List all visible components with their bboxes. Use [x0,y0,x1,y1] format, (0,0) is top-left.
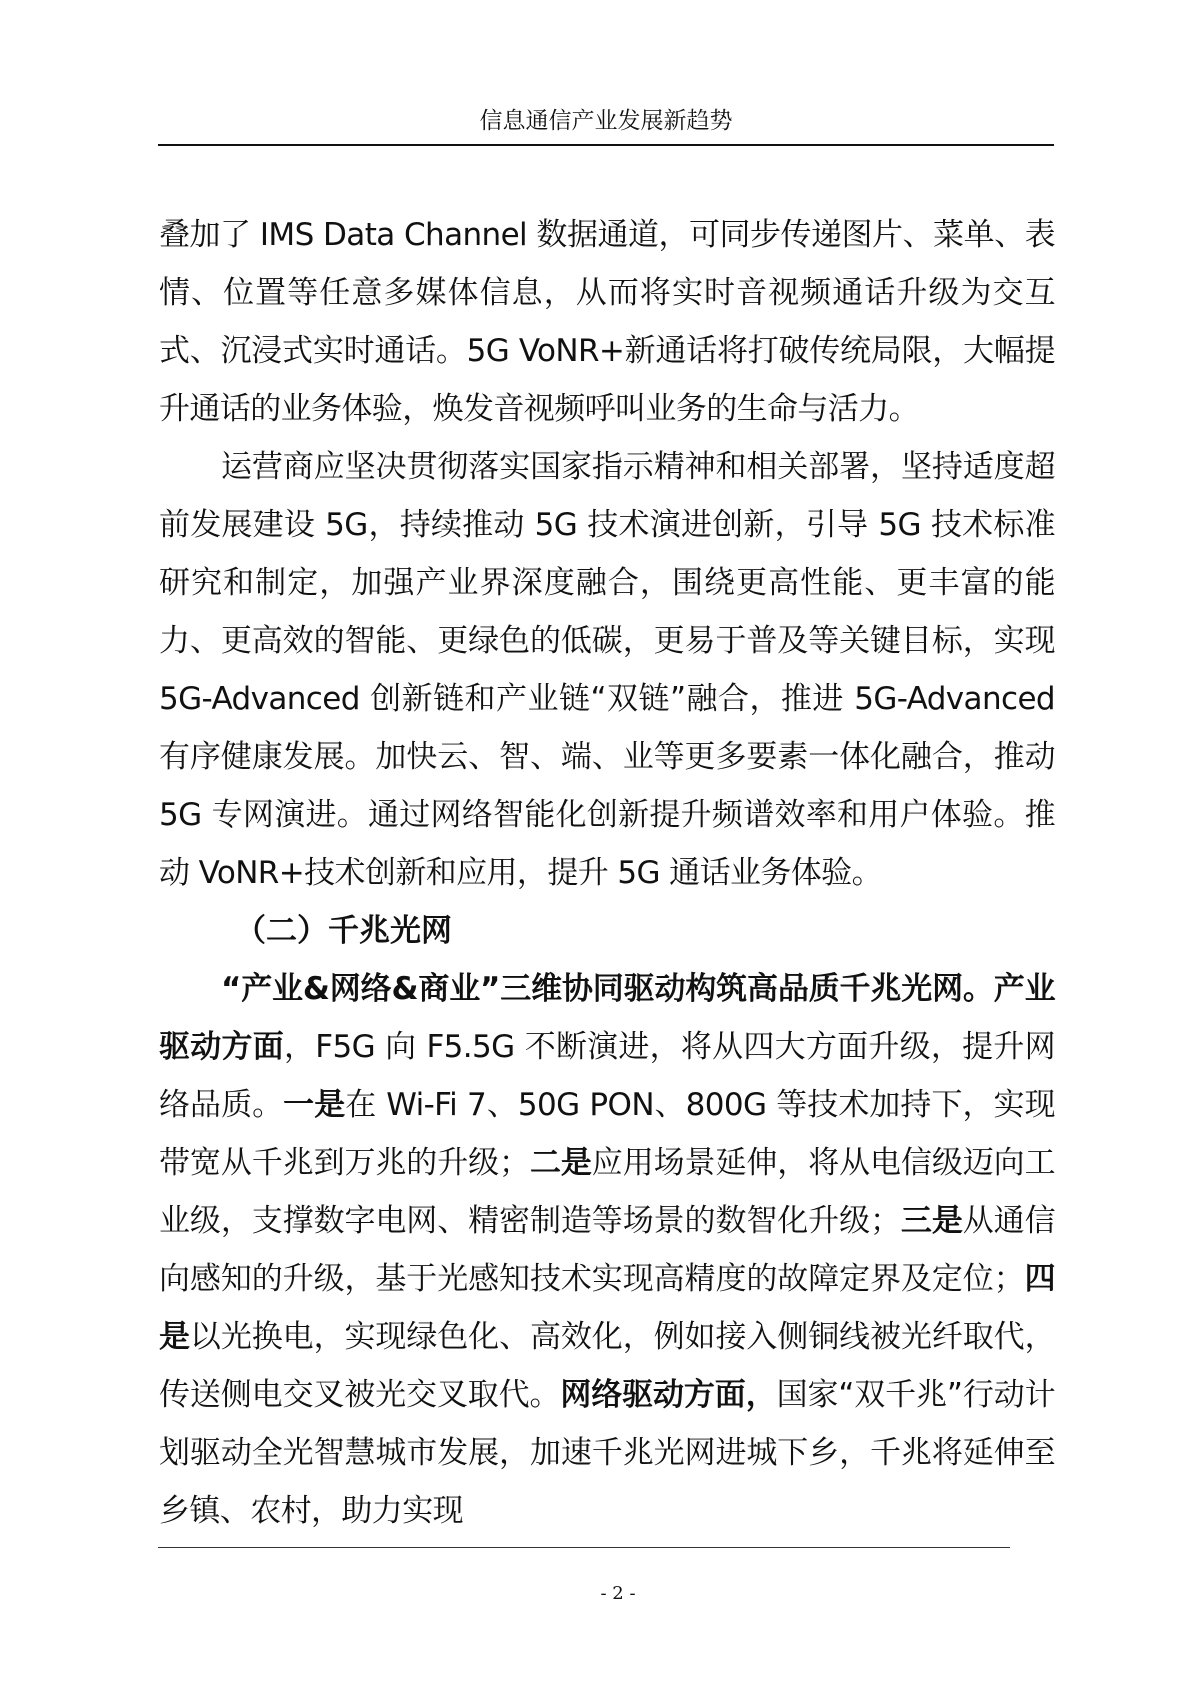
section-heading: （二）千兆光网 [235,913,452,949]
text-run-4: 从通信向感知的升级，基于光感知技术实现高精度的故障定界及定位； [159,1203,1055,1297]
text-run-3: 应用场景延伸，将从电信级迈向工业级，支撑数字电网、精密制造等场景的数智化升级； [159,1145,1055,1239]
bold-run-5: 四是 [159,1261,1055,1355]
paragraph-1: 叠加了 IMS Data Channel 数据通道，可同步传递图片、菜单、表情、位置等任意多媒体信息，从而将实时音视频通话升级为交互式、沉浸式实时通话。5G VoNR+新通话将打破传统局限，大幅提升通话的业务体验，焕发音视频呼叫业务的生命与活力。 [159,217,1055,427]
bold-run-2: 一是 [283,1087,346,1123]
paragraph-3 [159,960,1055,1540]
page-header-title: 信息通信产业发展新趋势 [479,108,733,134]
footer-divider [158,1547,1010,1548]
header-divider [158,144,1054,146]
paragraph-2: 运营商应坚决贯彻落实国家指示精神和相关部署，坚持适度超前发展建设 5G，持续推动 5G 技术演进创新，引导 5G 技术标准研究和制定，加强产业界深度融合，围绕更高性能、更丰富的能力、更高效的智能、更绿色的低碳，更易于普及等关键目标，实现 5G-Advanced 创新链和产业链“双链”融合，推进 5G-Advanced 有序健康发展。加快云、智、端、业等更多要素一体化融合，推动 5G 专网演进。通过网络智能化创新提升频谱效率和用户体验。推动 VoNR+技术创新和应用，提升 5G 通话业务体验。 [159,449,1055,891]
text-run-1: ，F5G 向 F5.5G 不断演进，将从四大方面升级，提升网络品质。 [159,1029,1055,1123]
text-run-5: 以光换电，实现绿色化、高效化，例如接入侧铜线被光纤取代，传送侧电交叉被光交叉取代。 [159,1319,1055,1413]
bold-run-3: 二是 [529,1145,592,1181]
text-run-6: 国家“双千兆”行动计划驱动全光智慧城市发展，加速千兆光网进城下乡，千兆将延伸至乡镇、农村，助力实现 [159,1377,1055,1529]
text-run-2: 在 Wi-Fi 7、50G PON、800G 等技术加持下，实现带宽从千兆到万兆的升级； [159,1087,1055,1181]
bold-run-6: 网络驱动方面， [560,1377,777,1413]
document-body [159,206,1055,1540]
page-number: - 2 - [600,1583,636,1604]
bold-run-1: “产业&网络&商业”三维协同驱动构筑高品质千兆光网。产业驱动方面 [159,971,1055,1065]
bold-run-4: 三是 [900,1203,963,1239]
